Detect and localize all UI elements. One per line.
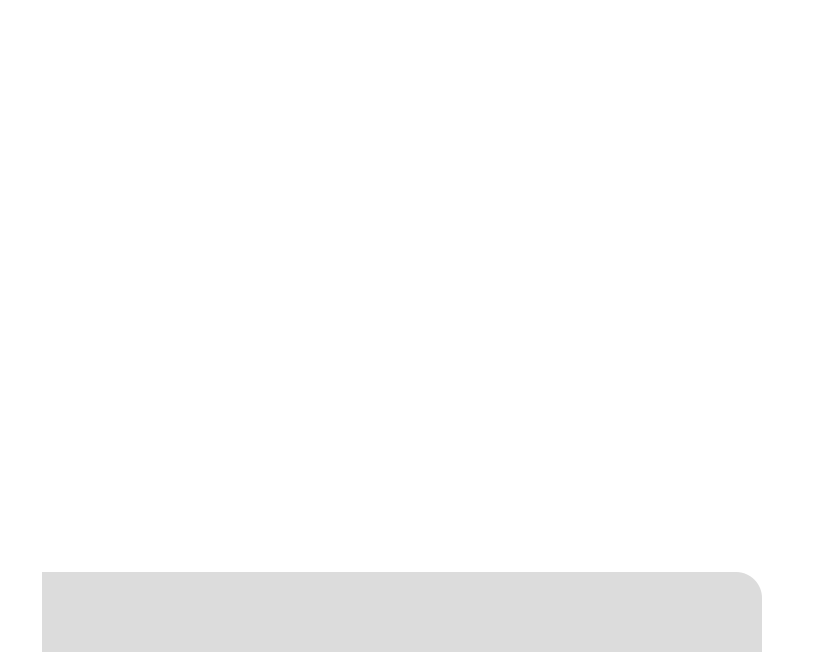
watermark-logo xyxy=(470,150,760,450)
disclaimer-box xyxy=(42,572,762,652)
